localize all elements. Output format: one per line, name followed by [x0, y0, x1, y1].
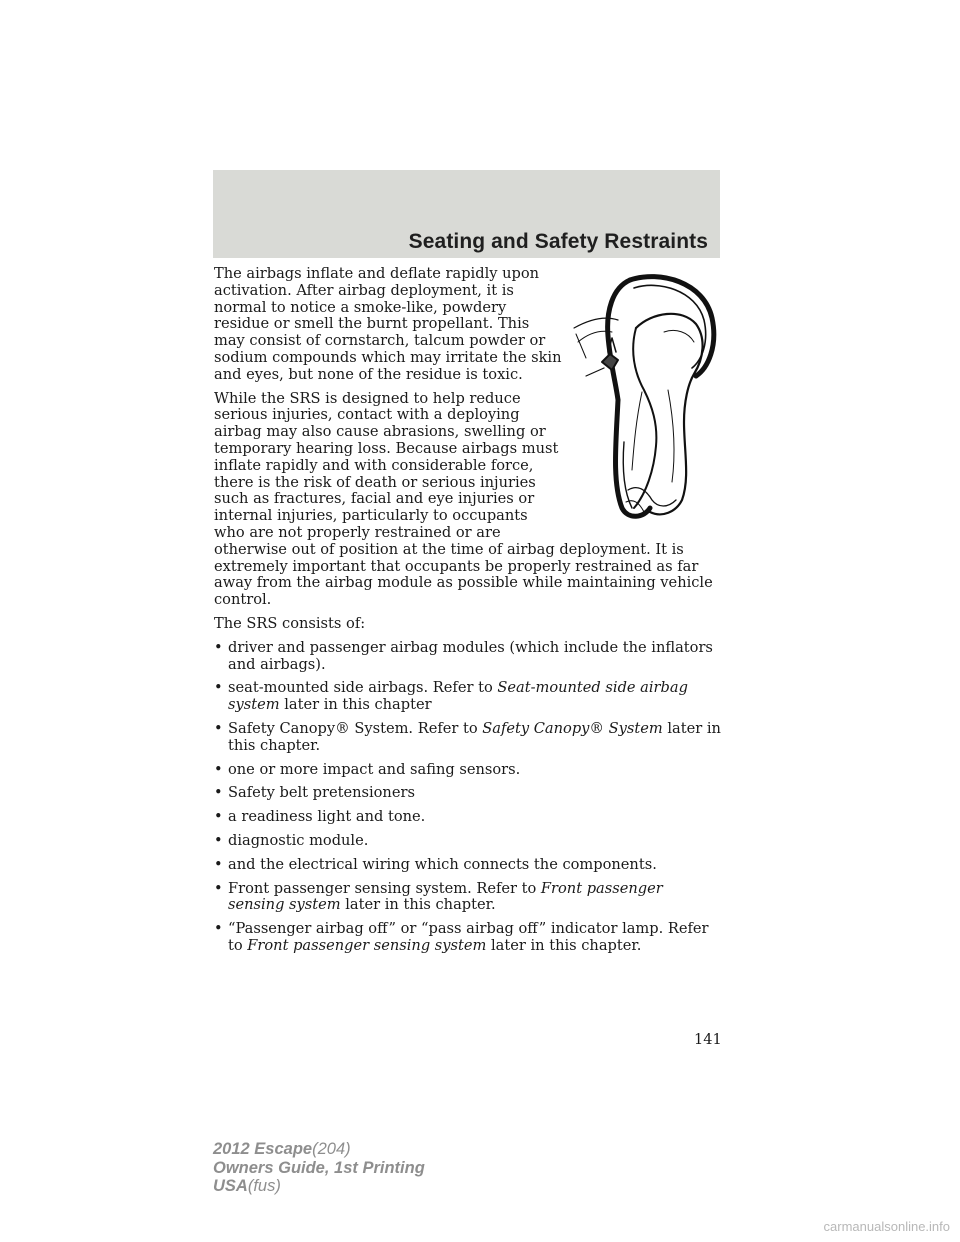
list-item [214, 785, 722, 802]
list-item-text: “Passenger airbag off” or “pass airbag off” indicator lamp. Refer to [228, 920, 709, 954]
list-item [214, 809, 722, 826]
airbag-deployment-illustration [572, 272, 722, 530]
section-title: Seating and Safety Restraints [408, 230, 708, 253]
list-item-text: driver and passenger airbag modules (which include the inflators and airbags). [228, 638, 713, 673]
bullet-mark: • [214, 760, 223, 778]
paragraph-residue: The airbags inflate and deflate rapidly upon activation. After airbag deployment, it is normal to notice a smoke-like, powdery residue or smell the burnt propellant. This may consist of cornstarch, talcum powder or sodium compounds which may irritate the skin and eyes, but none of the residue is toxic. [214, 265, 562, 383]
list-item [214, 640, 722, 674]
srs-components-list [214, 640, 722, 955]
bullet-mark: • [214, 784, 223, 802]
bullet-mark: • [214, 679, 223, 697]
cross-reference: Front passenger sensing system [247, 936, 487, 954]
list-item-text: and the electrical wiring which connects the components. [228, 855, 657, 873]
list-item [214, 857, 722, 874]
watermark: carmanualsonline.info [823, 1219, 950, 1234]
footer-guide: Owners Guide, 1st Printing [213, 1158, 425, 1177]
footer-model: 2012 Escape [213, 1140, 313, 1158]
list-item-text: a readiness light and tone. [228, 808, 426, 826]
bullet-mark: • [214, 638, 223, 656]
cross-reference: Seat-mounted side airbag system [228, 679, 688, 714]
bullet-mark: • [214, 808, 223, 826]
footer-print-info [213, 1140, 425, 1196]
bullet-mark: • [214, 855, 223, 873]
paragraph-injury-risk: While the SRS is designed to help reduce serious injuries, contact with a deploying airbag may also cause abrasions, swelling or temporary hearing loss. Because airbags must inflate rapidly and with considerable force, there is the risk of death or serious injuries such as fractures, facial and eye injuries or internal injuries, particularly to occupants who are not properly restrained or are otherwise out of position at the time of airbag deployment. It is extremely important that occupants be properly restrained as far away from the airbag module as possible while maintaining vehicle control. [214, 389, 713, 609]
cross-reference: Safety Canopy® System [482, 719, 663, 737]
list-item-text: Safety belt pretensioners [228, 784, 415, 802]
list-item [214, 921, 722, 955]
section-header-band [213, 170, 720, 258]
list-item [214, 881, 722, 915]
bullet-mark: • [214, 879, 223, 897]
list-item [214, 833, 722, 850]
list-item [214, 762, 722, 779]
footer-region: USA [213, 1177, 248, 1195]
page-number: 141 [694, 1032, 722, 1048]
list-item-text: later in this chapter. [228, 719, 721, 754]
footer-model-code: (204) [312, 1140, 351, 1158]
bullet-mark: • [214, 831, 223, 849]
list-item-text: later in this chapter. [486, 936, 642, 954]
bullet-mark: • [214, 920, 223, 938]
list-item-text: later in this chapter [279, 696, 432, 714]
list-item [214, 721, 722, 755]
paragraph-srs-intro: The SRS consists of: [214, 614, 366, 632]
list-item [214, 680, 722, 714]
list-item-text: diagnostic module. [228, 831, 369, 849]
list-item-text: later in this chapter. [340, 896, 496, 914]
page-body [214, 266, 722, 962]
list-item-text: one or more impact and safing sensors. [228, 760, 521, 778]
cross-reference: Front passenger sensing system [228, 879, 663, 914]
footer-region-code: (fus) [247, 1177, 281, 1195]
bullet-mark: • [214, 719, 223, 737]
list-item-text: seat-mounted side airbags. Refer to [228, 679, 498, 697]
list-item-text: Safety Canopy® System. Refer to [228, 719, 483, 737]
list-item-text: Front passenger sensing system. Refer to [228, 879, 541, 897]
